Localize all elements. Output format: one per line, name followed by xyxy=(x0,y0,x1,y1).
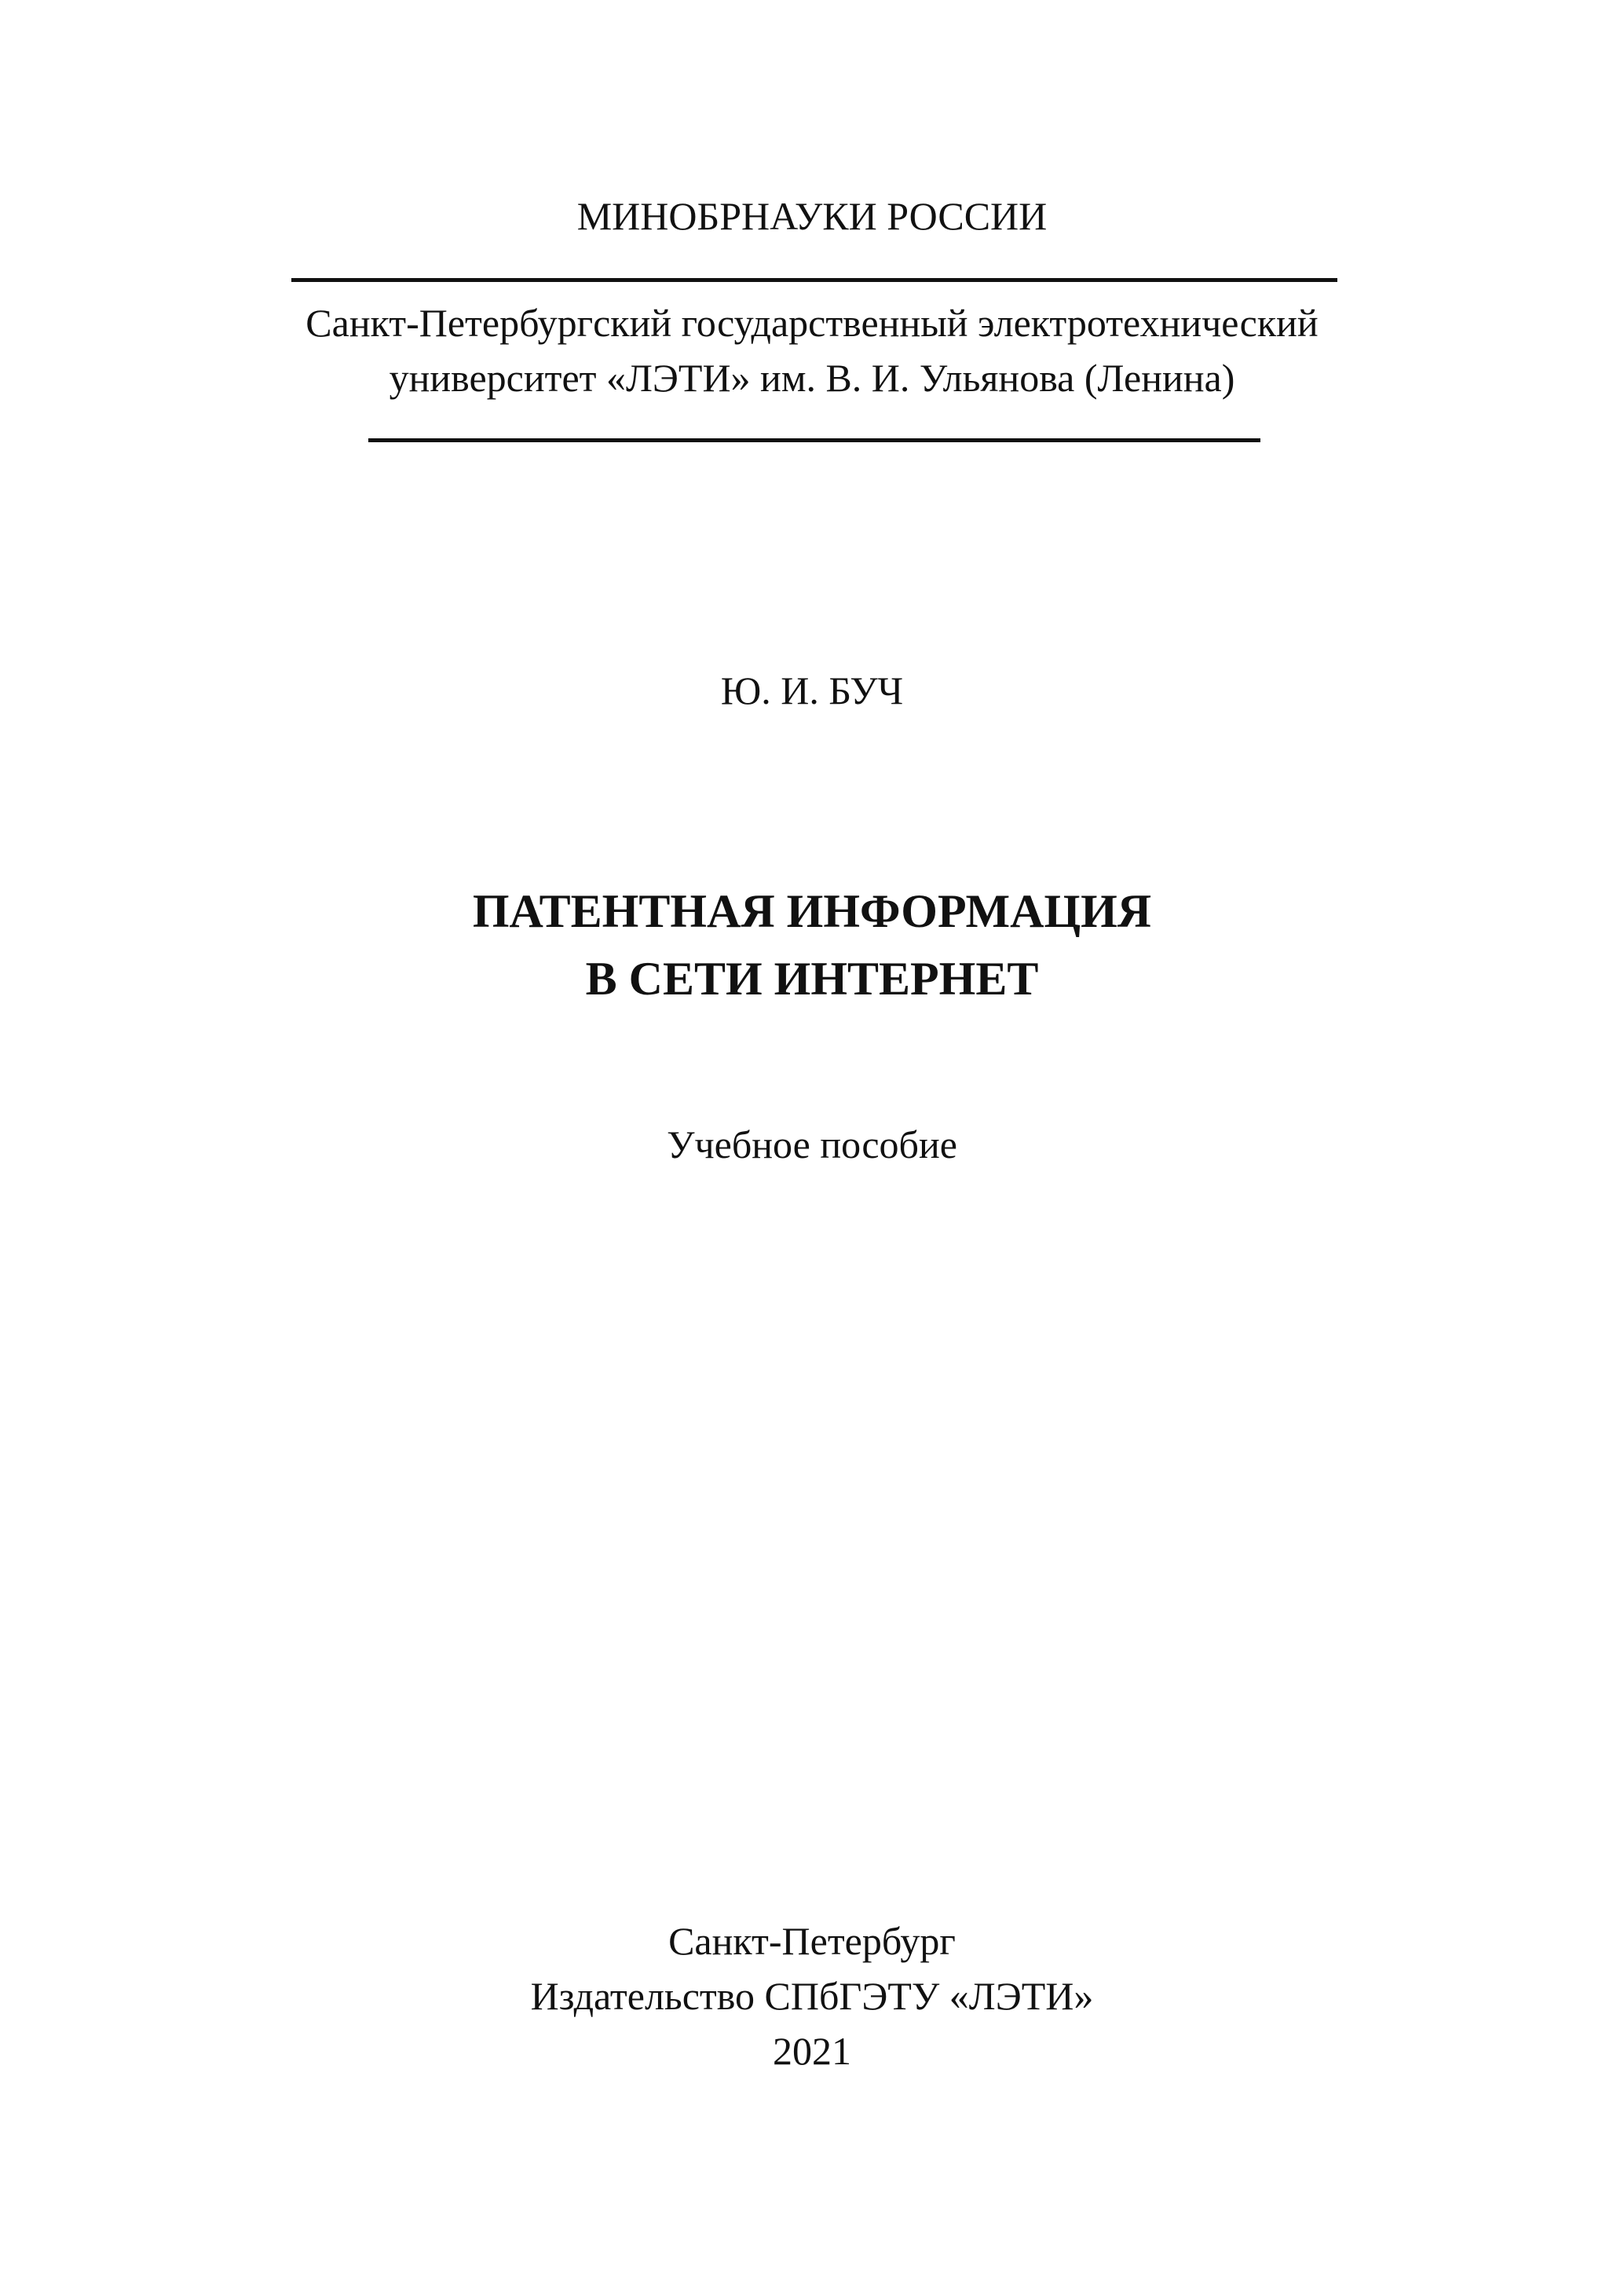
author-name: Ю. И. БУЧ xyxy=(720,668,904,712)
university-name-line-2: университет «ЛЭТИ» им. В. И. Ульянова (Ленина) xyxy=(389,356,1235,400)
imprint-city: Санкт-Петербург xyxy=(668,1919,956,1963)
university-name-line-1: Санкт-Петербургский государственный электротехнический xyxy=(305,301,1319,345)
publication-type: Учебное пособие xyxy=(667,1122,957,1166)
header-rule-top xyxy=(291,278,1337,282)
ministry-name: МИНОБРНАУКИ РОССИИ xyxy=(576,194,1048,238)
imprint-publisher: Издательство СПбГЭТУ «ЛЭТИ» xyxy=(530,1974,1094,2018)
imprint-year: 2021 xyxy=(773,2029,851,2073)
book-title-line-1: ПАТЕНТНАЯ ИНФОРМАЦИЯ xyxy=(472,885,1152,937)
header-rule-bottom xyxy=(368,438,1260,442)
book-title-line-2: В СЕТИ ИНТЕРНЕТ xyxy=(585,953,1039,1005)
